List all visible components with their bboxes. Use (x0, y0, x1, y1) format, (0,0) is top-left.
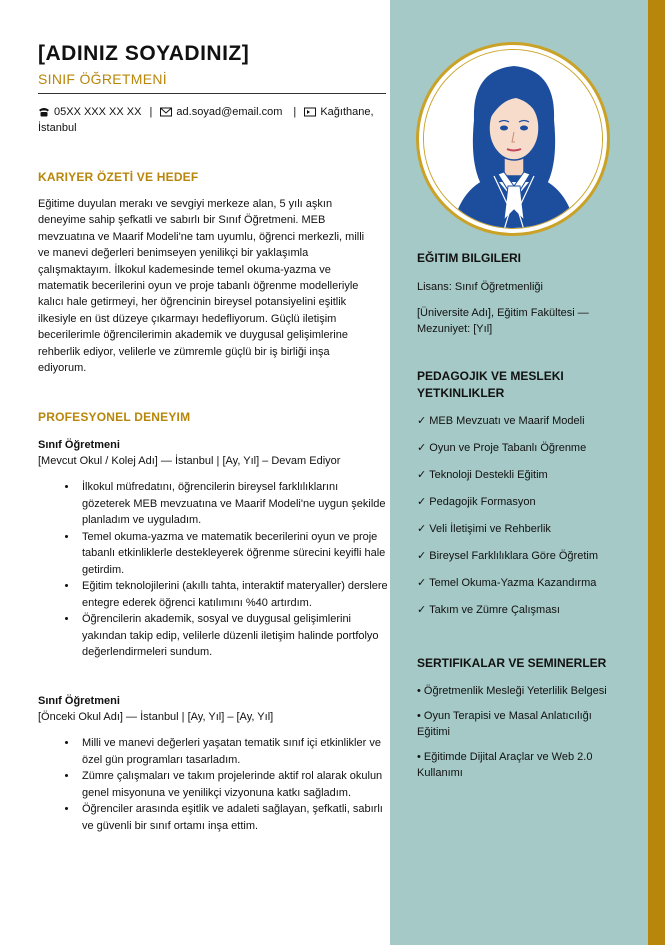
education-section (417, 250, 627, 347)
job-meta: [Mevcut Okul / Kolej Adı] — İstanbul | [Ay, Yıl] – Devam Ediyor (38, 455, 341, 467)
email-address: ad.soyad@email.com (176, 106, 283, 118)
phone-number: 05XX XXX XX XX (54, 106, 142, 118)
location-text: Kağıthane, İstanbul (38, 106, 374, 134)
job-bullet: • Milli ve manevi değerleri yaşatan tematik sınıf içi etkinlikler ve özel gün programları tasarladım. (78, 735, 388, 768)
job-bullets (38, 479, 388, 661)
job-title: SINIF ÖĞRETMENİ (38, 71, 167, 87)
job-role: Sınıf Öğretmeni (38, 439, 120, 451)
education-school: [Üniversite Adı], Eğitim Fakültesi — Mezuniyet: [Yıl] (417, 307, 589, 335)
skills-section (417, 368, 627, 629)
job-role: Sınıf Öğretmeni (38, 695, 120, 707)
contact-separator: | (149, 106, 153, 118)
certifications-section (417, 655, 627, 790)
accent-bar (648, 0, 665, 945)
header-divider (38, 93, 386, 94)
experience-heading: PROFESYONEL DENEYIM (38, 410, 191, 424)
job-bullets (38, 735, 388, 834)
job-bullet: • Temel okuma-yazma ve matematik becerilerini oyun ve proje tabanlı etkinliklerle destekleyerek öğrenme sürecini keyifli hale getirdim. (78, 529, 388, 579)
certification-item: • Eğitimde Dijital Araçlar ve Web 2.0 Kullanımı (417, 751, 593, 779)
skill-item: ✓ Oyun ve Proje Tabanlı Öğrenme (417, 442, 587, 454)
summary-text: Eğitime duyulan merakı ve sevgiyi merkeze alan, 5 yılı aşkın deneyime sahip şefkatli ve sabırlı bir Sınıf Öğretmeni. MEB mevzuatına ve Maarif Modeli'ne tam uyumlu, öğrenci merkezli, milli ve manevi değerleri benimseyen yenilikçi bir yaklaşımla çalışmaktayım. İlkokul kademesinde temel okuma-yazma ve matematik becerilerini oyun ve proje tabanlı öğrenme modelleriyle kalıcı hale getirmeyi, her öğrencinin bireysel potansiyelini eşitlik ilkesiyle en üst düzeye çıkarmayı hedefliyorum. Güçlü iletişim becerilerimle öğrencilerimin akademik ve duygusal gelişimlerine rehberlik ediyor, velilerle ve zümremle güçlü bir iş birliği inşa ediyorum. (38, 198, 365, 375)
skill-item: ✓ Pedagojik Formasyon (417, 496, 536, 508)
skill-item: ✓ Veli İletişimi ve Rehberlik (417, 523, 551, 535)
candidate-name: [ADINIZ SOYADINIZ] (38, 42, 250, 65)
experience-entry (38, 693, 388, 834)
skill-item: ✓ MEB Mevzuatı ve Maarif Modeli (417, 415, 585, 427)
summary-heading: KARIYER ÖZETİ VE HEDEF (38, 170, 199, 184)
education-degree: Lisans: Sınıf Öğretmenliği (417, 281, 543, 293)
skills-heading: PEDAGOJIK VE MESLEKI YETKINLIKLER (417, 369, 564, 400)
education-heading: EĞITIM BILGILERI (417, 251, 521, 265)
certification-item: • Oyun Terapisi ve Masal Anlatıcılığı Eğitimi (417, 710, 592, 738)
certification-item: • Öğretmenlik Mesleği Yeterlilik Belgesi (417, 685, 607, 697)
location-icon (304, 107, 316, 116)
mail-icon (160, 107, 172, 116)
contact-separator: | (293, 106, 297, 118)
job-bullet: • Öğrenciler arasında eşitlik ve adaleti sağlayan, şefkatli, sabırlı ve güvenli bir sınıf ortamı inşa ettim. (78, 801, 388, 834)
skill-item: ✓ Takım ve Zümre Çalışması (417, 604, 560, 616)
experience-entry (38, 437, 388, 661)
profile-photo (416, 42, 610, 236)
job-bullet: • Öğrencilerin akademik, sosyal ve duygusal gelişimlerini yakından takip edip, velilerle düzenli iletişim halinde portfolyo değerlendirmeleri sundum. (78, 611, 388, 661)
skill-item: ✓ Teknoloji Destekli Eğitim (417, 469, 548, 481)
certifications-heading: SERTIFIKALAR VE SEMINERLER (417, 656, 607, 670)
contact-line (38, 104, 378, 136)
skill-item: ✓ Temel Okuma-Yazma Kazandırma (417, 577, 597, 589)
phone-icon (38, 107, 50, 116)
job-bullet: • Eğitim teknolojilerini (akıllı tahta, interaktif materyaller) derslere entegre ederek öğrenci katılımını %40 artırdım. (78, 578, 388, 611)
portrait-illustration (423, 49, 603, 229)
job-meta: [Önceki Okul Adı] — İstanbul | [Ay, Yıl] – [Ay, Yıl] (38, 711, 274, 723)
skill-item: ✓ Bireysel Farklılıklara Göre Öğretim (417, 550, 598, 562)
job-bullet: • Zümre çalışmaları ve takım projelerinde aktif rol alarak okulun genel misyonuna ve yenilikçi vizyonuna katkı sağladım. (78, 768, 388, 801)
job-bullet: • İlkokul müfredatını, öğrencilerin bireysel farklılıklarını gözeterek MEB mevzuatına ve Maarif Modeli'ne uygun şekilde planladım ve uyguladım. (78, 479, 388, 529)
